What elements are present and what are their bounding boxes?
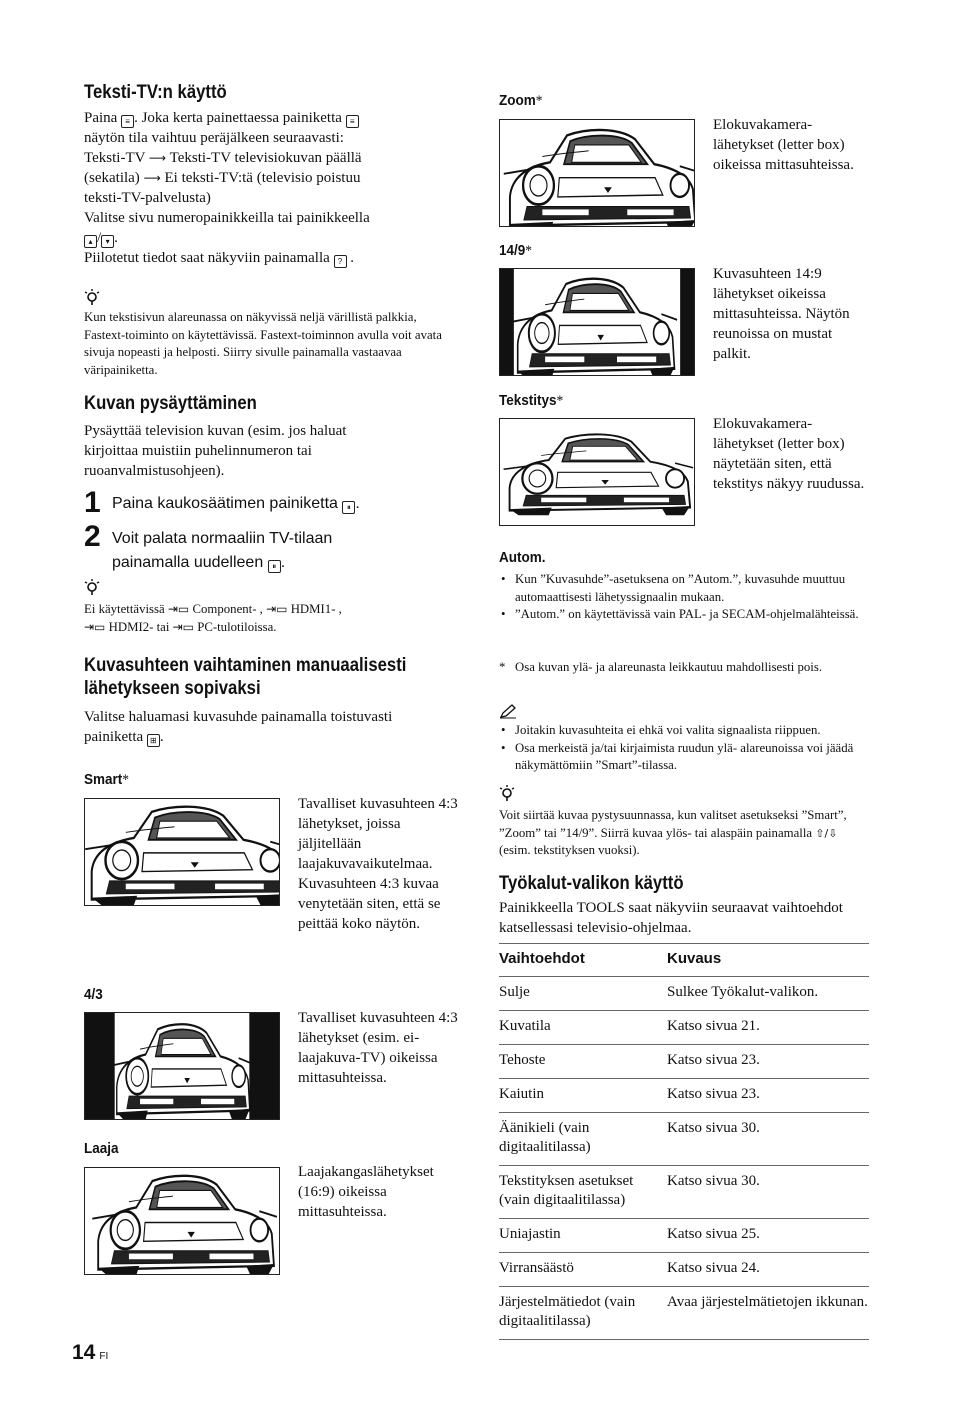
table-row bbox=[499, 1079, 869, 1113]
text: lähetykseen sopivaksi bbox=[84, 678, 261, 699]
tip-icon bbox=[84, 578, 100, 601]
table-row bbox=[499, 977, 869, 1011]
column-header: Vaihtoehdot bbox=[499, 944, 667, 977]
text: Voit palata normaaliin TV-tilaan bbox=[112, 530, 333, 547]
table-cell: Katso sivua 30. bbox=[667, 1166, 869, 1219]
page-up-icon: ▴ bbox=[84, 235, 97, 248]
table-cell: Kuvatila bbox=[499, 1011, 667, 1045]
arrow-right-icon: ⟶ bbox=[143, 171, 161, 185]
list-item: • Joitakin kuvasuhteita ei ehkä voi valita signaalista riippuen. bbox=[499, 722, 871, 740]
text: Teksti-TV televisiokuvan päällä bbox=[169, 150, 362, 166]
table-cell: Uniajastin bbox=[499, 1219, 667, 1253]
table-row bbox=[499, 1166, 869, 1219]
freeze-heading: Kuvan pysäyttäminen bbox=[84, 393, 257, 414]
subtitle-picture bbox=[499, 418, 695, 526]
freeze-body: Pysäyttää television kuvan (esim. jos haluat kirjoittaa muistiin puhelinnumeron tai ruoanvalmistusohjeen). bbox=[84, 423, 347, 479]
list-item: • Osa merkeistä ja/tai kirjaimista ruudun ylä- alareunoissa voi jäädä näkymättömiin ”Smart”-tilassa. bbox=[499, 740, 871, 775]
149-description: Kuvasuhteen 14:9 lähetykset oikeissa mittasuhteissa. Näytön reunoissa on mustat palkit. bbox=[713, 266, 850, 362]
table-cell: Tehoste bbox=[499, 1045, 667, 1079]
text: . bbox=[355, 495, 360, 512]
teletext-body: Paina ≡ . Joka kerta painettaessa painiketta ≡ näytön tila vaihtuu peräjälkeen seuraavasti: Teksti-TV ⟶ Teksti-TV televisiokuvan päällä (sekatila) ⟶ Ei teksti-TV:tä (televisio poistuu teksti-TV-palvelusta) Valitse sivu numeropainikkeilla tai painikkeella ▴ / ▾ . Piilotetut tiedot saat näkyviin painamalla ? . bbox=[84, 108, 462, 268]
table-cell: Katso sivua 24. bbox=[667, 1253, 869, 1287]
wide-mode-button-icon: ⊞ bbox=[147, 734, 160, 747]
column-header: Kuvaus bbox=[667, 944, 869, 977]
text: Ei teksti-TV:tä (televisio poistuu bbox=[164, 170, 361, 186]
table-row bbox=[499, 1113, 869, 1166]
text: PC-tulotiloissa. bbox=[197, 619, 277, 634]
text: Valitse haluamasi kuvasuhde painamalla toistuvasti bbox=[84, 709, 393, 725]
43-picture bbox=[84, 1012, 280, 1120]
step-number: 1 bbox=[84, 486, 101, 519]
page-down-icon: ▾ bbox=[101, 235, 114, 248]
step-text bbox=[112, 527, 332, 575]
text: . Joka kerta painettaessa painiketta bbox=[134, 110, 342, 126]
text: Paina bbox=[84, 110, 118, 126]
wide-picture bbox=[84, 1167, 280, 1275]
table-cell: Avaa järjestelmätietojen ikkunan. bbox=[667, 1287, 869, 1340]
text: Osa kuvan ylä- ja alareunasta leikkautuu mahdollisesti pois. bbox=[515, 660, 823, 674]
table-row bbox=[499, 1219, 869, 1253]
wide-label: Laaja bbox=[84, 1140, 119, 1157]
note-pencil-icon bbox=[499, 703, 517, 724]
freeze-button-icon: ⏸ bbox=[342, 501, 355, 514]
text: . bbox=[350, 250, 355, 266]
step-number: 2 bbox=[84, 520, 101, 553]
list-item: • ”Autom.” on käytettävissä vain PAL- ja SECAM-ohjelmalähteissä. bbox=[499, 606, 871, 624]
text: Smart bbox=[84, 771, 123, 788]
fastext-tip: Kun tekstisivun alareunassa on näkyvissä neljä värillistä palkkia, Fastext-toiminto on käytettävissä. Fastext-toiminnon avulla voit avata sivuja nopeasti ja helposti. Siirry sivulle painamalla vastaavaa väripainiketta. bbox=[84, 310, 442, 377]
wide-description: Laajakangaslähetykset (16:9) oikeissa mittasuhteissa. bbox=[298, 1164, 434, 1220]
text: (sekatila) bbox=[84, 170, 140, 186]
text: HDMI2- tai bbox=[108, 619, 170, 634]
text: Ei käytettävissä bbox=[84, 602, 165, 616]
text: * bbox=[499, 660, 506, 674]
text: Paina kaukosäätimen painiketta bbox=[112, 495, 338, 512]
zoom-picture bbox=[499, 119, 695, 227]
input-icon: ⇥▭ bbox=[266, 602, 288, 616]
list-item: • Kun ”Kuvasuhde”-asetuksena on ”Autom.”, kuvasuhde muuttuu automaattisesti lähetyssignaalin mukaan. bbox=[499, 571, 871, 606]
tools-options-table bbox=[499, 944, 869, 1340]
auto-list bbox=[499, 571, 871, 624]
text: Voit siirtää kuvaa pystysuunnassa, kun valitset asetukseksi ”Smart”, ”Zoom” tai ”14/9”. Siirrä kuvaa ylös- tai alaspäin painamalla bbox=[499, 808, 847, 840]
step-text bbox=[112, 492, 360, 516]
text: FI bbox=[99, 1351, 109, 1362]
text: HDMI1- , bbox=[290, 602, 342, 616]
text: näytön tila vaihtuu peräjälkeen seuraavasti: bbox=[84, 130, 344, 146]
43-description: Tavalliset kuvasuhteen 4:3 lähetykset (esim. ei-laajakuva-TV) oikeissa mittasuhteissa. bbox=[298, 1010, 458, 1086]
table-cell: Katso sivua 23. bbox=[667, 1079, 869, 1113]
text: teksti-TV-palvelusta) bbox=[84, 190, 211, 206]
input-icon: ⇥▭ bbox=[172, 619, 194, 634]
tools-body: Painikkeella TOOLS saat näkyviin seuraavat vaihtoehdot katsellessasi televisio-ohjelmaa. bbox=[499, 900, 843, 936]
text: * bbox=[535, 93, 543, 109]
table-cell: Äänikieli (vain digitaalitilassa) bbox=[499, 1113, 667, 1166]
table-cell: Katso sivua 21. bbox=[667, 1011, 869, 1045]
tip-icon bbox=[499, 784, 515, 807]
note-list bbox=[499, 722, 871, 775]
smart-label bbox=[84, 771, 129, 789]
text: Zoom bbox=[499, 92, 536, 109]
input-icon: ⇥▭ bbox=[167, 602, 190, 616]
table-cell: Katso sivua 23. bbox=[667, 1045, 869, 1079]
table-cell: Virransäästö bbox=[499, 1253, 667, 1287]
table-cell: Katso sivua 25. bbox=[667, 1219, 869, 1253]
freeze-tip bbox=[84, 601, 462, 636]
149-label bbox=[499, 242, 532, 260]
aspect-body bbox=[84, 707, 462, 747]
text: Tekstitys bbox=[499, 392, 557, 409]
table-cell: Kaiutin bbox=[499, 1079, 667, 1113]
text: . bbox=[159, 729, 164, 745]
text: 14 bbox=[72, 1341, 96, 1364]
text: Piilotetut tiedot saat näkyviin painamalla bbox=[84, 250, 330, 266]
text: Teksti-TV bbox=[84, 150, 146, 166]
43-label: 4/3 bbox=[84, 986, 103, 1003]
table-header-row bbox=[499, 944, 869, 977]
aspect-heading bbox=[84, 654, 406, 700]
table-cell: Sulkee Työkalut-valikon. bbox=[667, 977, 869, 1011]
zoom-label bbox=[499, 92, 542, 110]
text: * bbox=[122, 772, 130, 788]
text: Component- , bbox=[192, 602, 263, 616]
table-cell: Katso sivua 30. bbox=[667, 1113, 869, 1166]
zoom-description: Elokuvakamera-lähetykset (letter box) oikeissa mittasuhteissa. bbox=[713, 117, 854, 173]
text: Kuvasuhteen vaihtaminen manuaalisesti bbox=[84, 655, 407, 676]
table-row bbox=[499, 1045, 869, 1079]
table-row bbox=[499, 1287, 869, 1340]
subtitle-label bbox=[499, 392, 563, 410]
tip-icon bbox=[84, 288, 100, 311]
table-cell: Tekstityksen asetukset (vain digitaalitilassa) bbox=[499, 1166, 667, 1219]
table-cell: Järjestelmätiedot (vain digitaalitilassa) bbox=[499, 1287, 667, 1340]
text: painamalla uudelleen bbox=[112, 554, 264, 571]
freeze-button-icon: ⏸ bbox=[268, 560, 281, 573]
reveal-button-icon: ? bbox=[334, 255, 347, 268]
text: painiketta bbox=[84, 729, 144, 745]
tools-table bbox=[499, 943, 869, 1340]
table-row bbox=[499, 1253, 869, 1287]
text: * bbox=[556, 393, 564, 409]
page-number bbox=[72, 1341, 108, 1365]
auto-label: Autom. bbox=[499, 549, 546, 566]
smart-picture bbox=[84, 798, 280, 906]
teletext-heading: Teksti-TV:n käyttö bbox=[84, 82, 227, 103]
smart-description: Tavalliset kuvasuhteen 4:3 lähetykset, joissa jäljitellään laajakuvavaikutelmaa. Kuvasuhteen 4:3 kuvaa venytetään siten, että se peittää koko näytön. bbox=[298, 796, 458, 932]
table-cell: Sulje bbox=[499, 977, 667, 1011]
text: * bbox=[525, 243, 533, 259]
149-picture bbox=[499, 268, 695, 376]
footnote bbox=[499, 659, 871, 677]
up-down-arrow-icon: ⇧/⇩ bbox=[815, 826, 838, 840]
text: . bbox=[280, 554, 286, 571]
table-row bbox=[499, 1011, 869, 1045]
shift-tip bbox=[499, 807, 871, 860]
teletext-button-icon: ≡ bbox=[121, 115, 134, 128]
arrow-right-icon: ⟶ bbox=[148, 151, 167, 165]
tools-heading: Työkalut-valikon käyttö bbox=[499, 873, 684, 894]
subtitle-description: Elokuvakamera-lähetykset (letter box) näytetään siten, että tekstitys näkyy ruudussa. bbox=[713, 416, 865, 492]
text: (esim. tekstityksen vuoksi). bbox=[499, 843, 640, 857]
input-icon: ⇥▭ bbox=[84, 619, 106, 634]
text: 14/9 bbox=[499, 242, 526, 259]
text: . bbox=[114, 230, 118, 246]
text: Valitse sivu numeropainikkeilla tai painikkeella bbox=[84, 210, 370, 226]
teletext-button-icon: ≡ bbox=[346, 115, 359, 128]
